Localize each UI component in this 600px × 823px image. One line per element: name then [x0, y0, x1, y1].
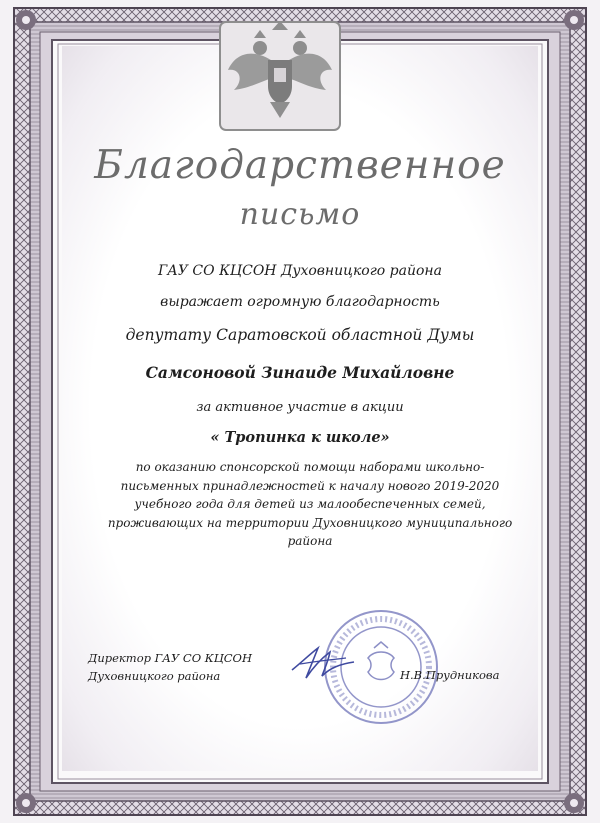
signatory-name: Н.В.Прудникова: [400, 668, 500, 682]
organization-line: ГАУ СО КЦСОН Духовницкого района: [157, 263, 443, 279]
campaign-name: « Тропинка к школе»: [210, 429, 390, 446]
description-line: письменных принадлежностей к началу нового 2019-2020: [120, 478, 500, 493]
signatory-title-line: Директор ГАУ СО КЦСОН: [88, 651, 252, 665]
description-line: по оказанию спонсорской помощи наборами школьно-: [135, 460, 485, 474]
description-line: района: [287, 534, 333, 548]
reason-line: за активное участие в акции: [196, 400, 404, 415]
description-line: учебного года для детей из малообеспеченных семей,: [134, 497, 486, 511]
recipient-position: депутату Саратовской областной Думы: [125, 326, 475, 344]
signatory-title-line: Духовницкого района: [88, 669, 221, 683]
gratitude-line: выражает огромную благодарность: [160, 294, 440, 310]
recipient-name: Самсоновой Зинаиде Михайловне: [145, 363, 455, 382]
certificate-title: Благодарственное: [94, 143, 506, 188]
double-headed-eagle-icon: [214, 18, 346, 136]
description-line: проживающих на территории Духовницкого муниципального: [107, 515, 513, 530]
handwritten-signature: [288, 640, 358, 682]
certificate-subtitle: письмо: [239, 197, 361, 232]
signatory-title: [88, 649, 252, 685]
description-paragraph: [100, 458, 520, 551]
